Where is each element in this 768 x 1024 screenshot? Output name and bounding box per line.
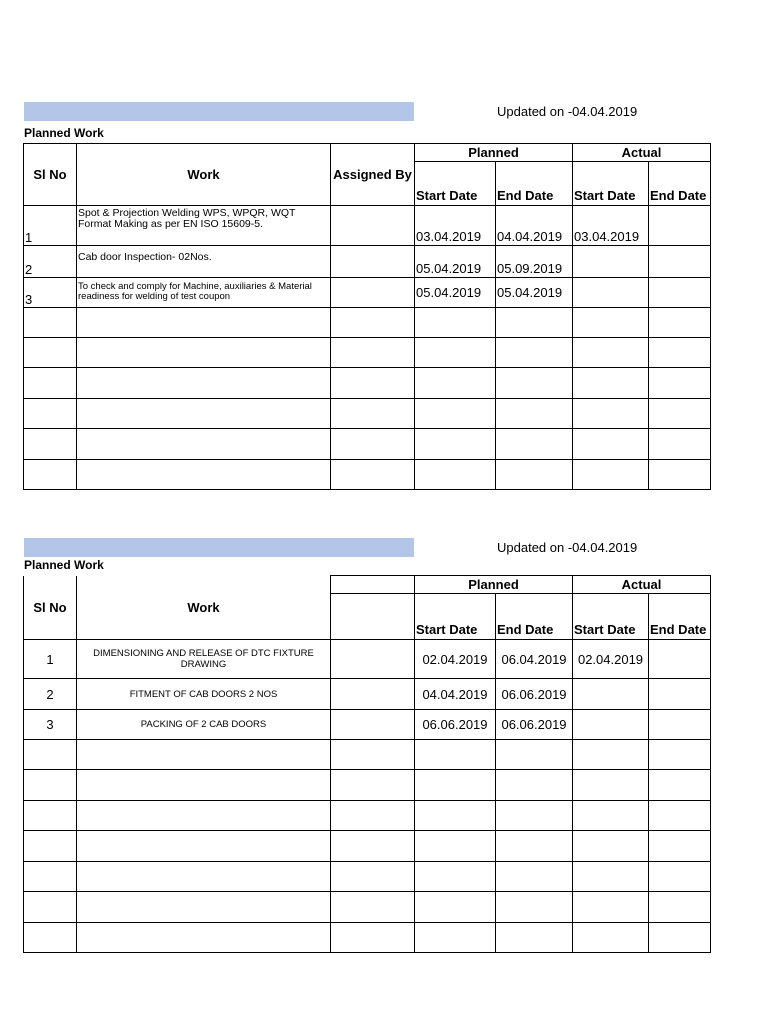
empty-row bbox=[24, 923, 711, 953]
actual-start-cell bbox=[573, 679, 649, 710]
actual-start-cell bbox=[573, 246, 649, 278]
work-cell: DIMENSIONING AND RELEASE OF DTC FIXTURE DRAWING bbox=[77, 640, 331, 679]
header-blank bbox=[331, 594, 415, 640]
empty-row bbox=[24, 862, 711, 892]
sl-no-cell: 3 bbox=[24, 710, 77, 740]
sl-no-cell: 2 bbox=[24, 679, 77, 710]
header-planned: Planned bbox=[415, 576, 573, 594]
empty-row bbox=[24, 399, 711, 429]
header-actual-start-date: Start Date bbox=[573, 594, 649, 640]
header-work: Work bbox=[77, 576, 331, 640]
actual-start-cell bbox=[573, 278, 649, 308]
header-actual: Actual bbox=[573, 576, 711, 594]
planned-end-cell: 06.04.2019 bbox=[496, 640, 573, 679]
assigned-by-cell bbox=[331, 246, 415, 278]
empty-row bbox=[24, 892, 711, 923]
empty-row bbox=[24, 429, 711, 460]
sl-no-cell: 3 bbox=[24, 278, 77, 308]
actual-start-cell: 02.04.2019 bbox=[573, 640, 649, 679]
planned-start-cell: 04.04.2019 bbox=[415, 679, 496, 710]
header-planned: Planned bbox=[415, 144, 573, 162]
empty-row bbox=[24, 770, 711, 801]
empty-cell bbox=[331, 679, 415, 710]
header-planned-end-date: End Date bbox=[496, 162, 573, 206]
planned-start-cell: 05.04.2019 bbox=[415, 278, 496, 308]
empty-row bbox=[24, 308, 711, 338]
section2-updated-text: Updated on -04.04.2019 bbox=[497, 540, 638, 555]
empty-row bbox=[24, 338, 711, 368]
sl-no-cell: 2 bbox=[24, 246, 77, 278]
section1-title: Planned Work bbox=[24, 126, 104, 140]
planned-start-cell: 02.04.2019 bbox=[415, 640, 496, 679]
section2-title: Planned Work bbox=[24, 558, 104, 572]
table-row bbox=[24, 679, 711, 710]
work-cell: Spot & Projection Welding WPS, WPQR, WQT Format Making as per EN ISO 15609-5. bbox=[77, 206, 331, 246]
sl-no-cell: 1 bbox=[24, 206, 77, 246]
planned-end-cell: 05.04.2019 bbox=[496, 278, 573, 308]
work-cell: FITMENT OF CAB DOORS 2 NOS bbox=[77, 679, 331, 710]
planned-end-cell: 06.06.2019 bbox=[496, 679, 573, 710]
empty-row bbox=[24, 801, 711, 831]
actual-start-cell: 03.04.2019 bbox=[573, 206, 649, 246]
header-assigned-by: Assigned By bbox=[331, 144, 415, 206]
assigned-by-cell bbox=[331, 278, 415, 308]
actual-end-cell bbox=[649, 679, 711, 710]
actual-end-cell bbox=[649, 278, 711, 308]
work-cell: Cab door Inspection- 02Nos. bbox=[77, 246, 331, 278]
work-cell: To check and comply for Machine, auxiliaries & Material readiness for welding of test coupon bbox=[77, 278, 331, 308]
empty-cell bbox=[331, 640, 415, 679]
header-actual-start-date: Start Date bbox=[573, 162, 649, 206]
table-row bbox=[24, 206, 711, 246]
work-cell: PACKING OF 2 CAB DOORS bbox=[77, 710, 331, 740]
planned-end-cell: 06.06.2019 bbox=[496, 710, 573, 740]
section2-table bbox=[23, 575, 711, 953]
header-actual-end-date: End Date bbox=[649, 594, 711, 640]
header-actual-end-date: End Date bbox=[649, 162, 711, 206]
planned-end-cell: 05.09.2019 bbox=[496, 246, 573, 278]
header-work: Work bbox=[77, 144, 331, 206]
assigned-by-cell bbox=[331, 206, 415, 246]
actual-start-cell bbox=[573, 710, 649, 740]
section2-header-bar bbox=[24, 538, 414, 557]
header-planned-start-date: Start Date bbox=[415, 162, 496, 206]
header-blank bbox=[331, 576, 415, 594]
table-row bbox=[24, 640, 711, 679]
empty-row bbox=[24, 460, 711, 490]
header-planned-start-date: Start Date bbox=[415, 594, 496, 640]
planned-start-cell: 06.06.2019 bbox=[415, 710, 496, 740]
sl-no-cell: 1 bbox=[24, 640, 77, 679]
planned-end-cell: 04.04.2019 bbox=[496, 206, 573, 246]
actual-end-cell bbox=[649, 640, 711, 679]
empty-row bbox=[24, 831, 711, 862]
planned-start-cell: 05.04.2019 bbox=[415, 246, 496, 278]
empty-row bbox=[24, 740, 711, 770]
header-sl-no: Sl No bbox=[24, 576, 77, 640]
table-row bbox=[24, 246, 711, 278]
table-row bbox=[24, 710, 711, 740]
table-row bbox=[24, 278, 711, 308]
actual-end-cell bbox=[649, 206, 711, 246]
header-sl-no: Sl No bbox=[24, 144, 77, 206]
empty-row bbox=[24, 368, 711, 399]
section1-table bbox=[23, 143, 711, 490]
header-planned-end-date: End Date bbox=[496, 594, 573, 640]
actual-end-cell bbox=[649, 710, 711, 740]
empty-cell bbox=[331, 710, 415, 740]
header-actual: Actual bbox=[573, 144, 711, 162]
section1-header-bar bbox=[24, 102, 414, 121]
planned-start-cell: 03.04.2019 bbox=[415, 206, 496, 246]
section1-updated-text: Updated on -04.04.2019 bbox=[497, 104, 638, 119]
actual-end-cell bbox=[649, 246, 711, 278]
